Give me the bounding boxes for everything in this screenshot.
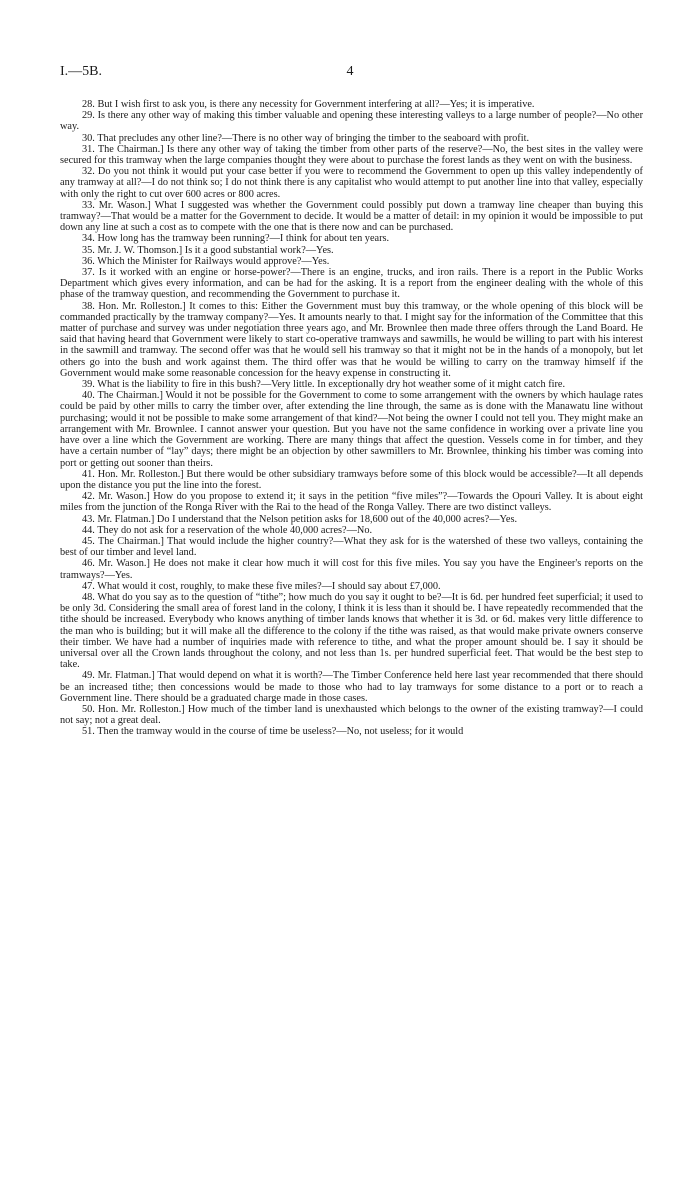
question-31: 31. The Chairman.] Is there any other way of taking the timber from other parts of the reserve?—No, the best sites in the valley were secured for this tramway when the large companies thought they were about to purchase the forest lands as they went on with the business. xyxy=(60,143,643,167)
question-37: 37. Is it worked with an engine or horse-power?—There is an engine, trucks, and iron rails. There is a report in the Public Works Department which gives every information, and can be had for the asking. It is a report from the engineer dealing with the whole of this phase of the tramway question, and recommending the Government to purchase it. xyxy=(60,267,643,301)
question-34: 34. How long has the tramway been running?—I think for about ten years. xyxy=(82,233,390,245)
question-28: 28. But I wish first to ask you, is there any necessity for Government interfering at all?—Yes; it is imperative. xyxy=(82,99,535,110)
question-45: 45. The Chairman.] That would include the higher country?—What they ask for is the watershed of these two valleys, containing the best of our timber and level land. xyxy=(60,535,643,559)
question-33: 33. Mr. Wason.] What I suggested was whether the Government could possibly put down a tramway line cheaper than buying this tramway?—That would be a matter for the Government to decide. It would be a matter of detail: in my opinion it would be impossible to put down any line at such a cost as to compete with the one that is there now and can be purchased. xyxy=(60,199,643,234)
question-29: 29. Is there any other way of making this timber valuable and opening these interesting valleys to a large number of people?—No other way. xyxy=(60,110,643,133)
question-51: 51. Then the tramway would in the course of time be useless?—No, not useless; for it would xyxy=(82,726,464,738)
question-48: 48. What do you say as to the question of “tithe”; how much do you say it ought to be?—It is 6d. per hundred feet superficial; it used to be only 3d. Considering the small area of forest land in the colony, I think it is less than it should be. I have repeatedly recommended that the tithe should be increased. Everybody who knows anything of timber lands knows that whether it is 3d. or 6d. makes very little difference to the man who is building; but it will make all the difference to the colony if the tithe was raised, as that would make private owners conserve their timber. We have had a number of inquiries made with reference to tithe, and what the proper amount should be. I say it should be universal over all the Crown lands throughout the colony, and not less than 1s. per hundred superficial feet. That would be the best step to take. xyxy=(60,591,643,671)
question-40: 40. The Chairman.] Would it not be possible for the Government to come to some arrangement with the owners by which haulage rates could be paid by other mills to carry the timber over, after extending the line through, the same as is done with the Manawatu line without purchasing; would it not be possible to make some arrangement of that kind?—Not being the owner I could not tell you. They might make an arrangement with Mr. Brownlee. I cannot answer your question. But you have not the same confidence in working over a private line you have over a line which the Government are working. There are many things that affect the question. Vessels come in for timber, and they have a certain number of “lay” days; there might be an objection by other sawmillers to Mr. Brownlee, thinking his timber was coming into port or getting out sooner than theirs. xyxy=(60,390,643,469)
question-44: 44. They do not ask for a reservation of the whole 40,000 acres?—No. xyxy=(82,524,373,536)
page-header xyxy=(60,64,640,80)
question-30: 30. That precludes any other line?—There is no other way of bringing the timber to the seaboard with profit. xyxy=(82,132,530,144)
question-47: 47. What would it cost, roughly, to make these five miles?—I should say about £7,000. xyxy=(82,580,441,592)
question-41: 41. Hon. Mr. Rolleston.] But there would be other subsidiary tramways before some of this block would be accessible?—It all depends upon the distance you put the line into the forest. xyxy=(60,468,643,491)
minutes-of-evidence xyxy=(60,99,643,738)
question-42: 42. Mr. Wason.] How do you propose to extend it; it says in the petition “five miles”?—Towards the Opouri Valley. It is about eight miles from the junction of the Ronga River with the Rai to the head of the Ronga Valley. There are two distinct valleys. xyxy=(60,491,643,514)
question-35: 35. Mr. J. W. Thomson.] Is it a good substantial work?—Yes. xyxy=(82,244,334,256)
paper-reference: I.—5B. xyxy=(60,64,102,79)
question-38: 38. Hon. Mr. Rolleston.] It comes to this: Either the Government must buy this tramway, or the whole opening of this block will be commanded practically by the tramway company?—Yes. It amounts nearly to that. I might say for the information of the Committee that this matter of purchase and survey was under negotiation three years ago, and Mr. Brownlee then made three offers through the Land Board. He said that having heard that Government were likely to start co-operative tramways and sawmills, he would be willing to part with his interest in the sawmill and tramway. The second offer was that he would sell his tramway so that it might not be in the hands of a monopoly, but let others go into the bush and work against them. The third offer was that he would be willing to carry on the tramway himself if the Government would make some reasonable concession for the heavy expense in constructing it. xyxy=(60,300,643,379)
question-39: 39. What is the liability to fire in this bush?—Very little. In exceptionally dry hot weather some of it might catch fire. xyxy=(82,379,566,391)
question-32: 32. Do you not think it would put your case better if you were to recommend the Government to open up this valley independently of any tramway at all?—I do not think so; I do not think there is any capitalist who would attempt to put another line into that valley, especially with only the right to cut over 600 acres or 800 acres. xyxy=(60,166,643,200)
question-50: 50. Hon. Mr. Rolleston.] How much of the timber land is unexhausted which belongs to the owner of the existing tramway?—I could not say; not a great deal. xyxy=(60,703,643,727)
question-43: 43. Mr. Flatman.] Do I understand that the Nelson petition asks for 18,600 out of the 40,000 acres?—Yes. xyxy=(82,513,518,525)
page-number: 4 xyxy=(346,64,354,79)
question-49: 49. Mr. Flatman.] That would depend on what it is worth?—The Timber Conference held here last year recommended that there should be an increased tithe; then concessions would be made to those who had to lay tramways for some distance to a port or to reach a Government line. There should be a graduated charge made in those cases. xyxy=(60,670,643,704)
question-36: 36. Which the Minister for Railways would approve?—Yes. xyxy=(82,255,330,267)
question-46: 46. Mr. Wason.] He does not make it clear how much it will cost for this five miles. You say you have the Engineer's reports on the tramways?—Yes. xyxy=(60,558,643,581)
